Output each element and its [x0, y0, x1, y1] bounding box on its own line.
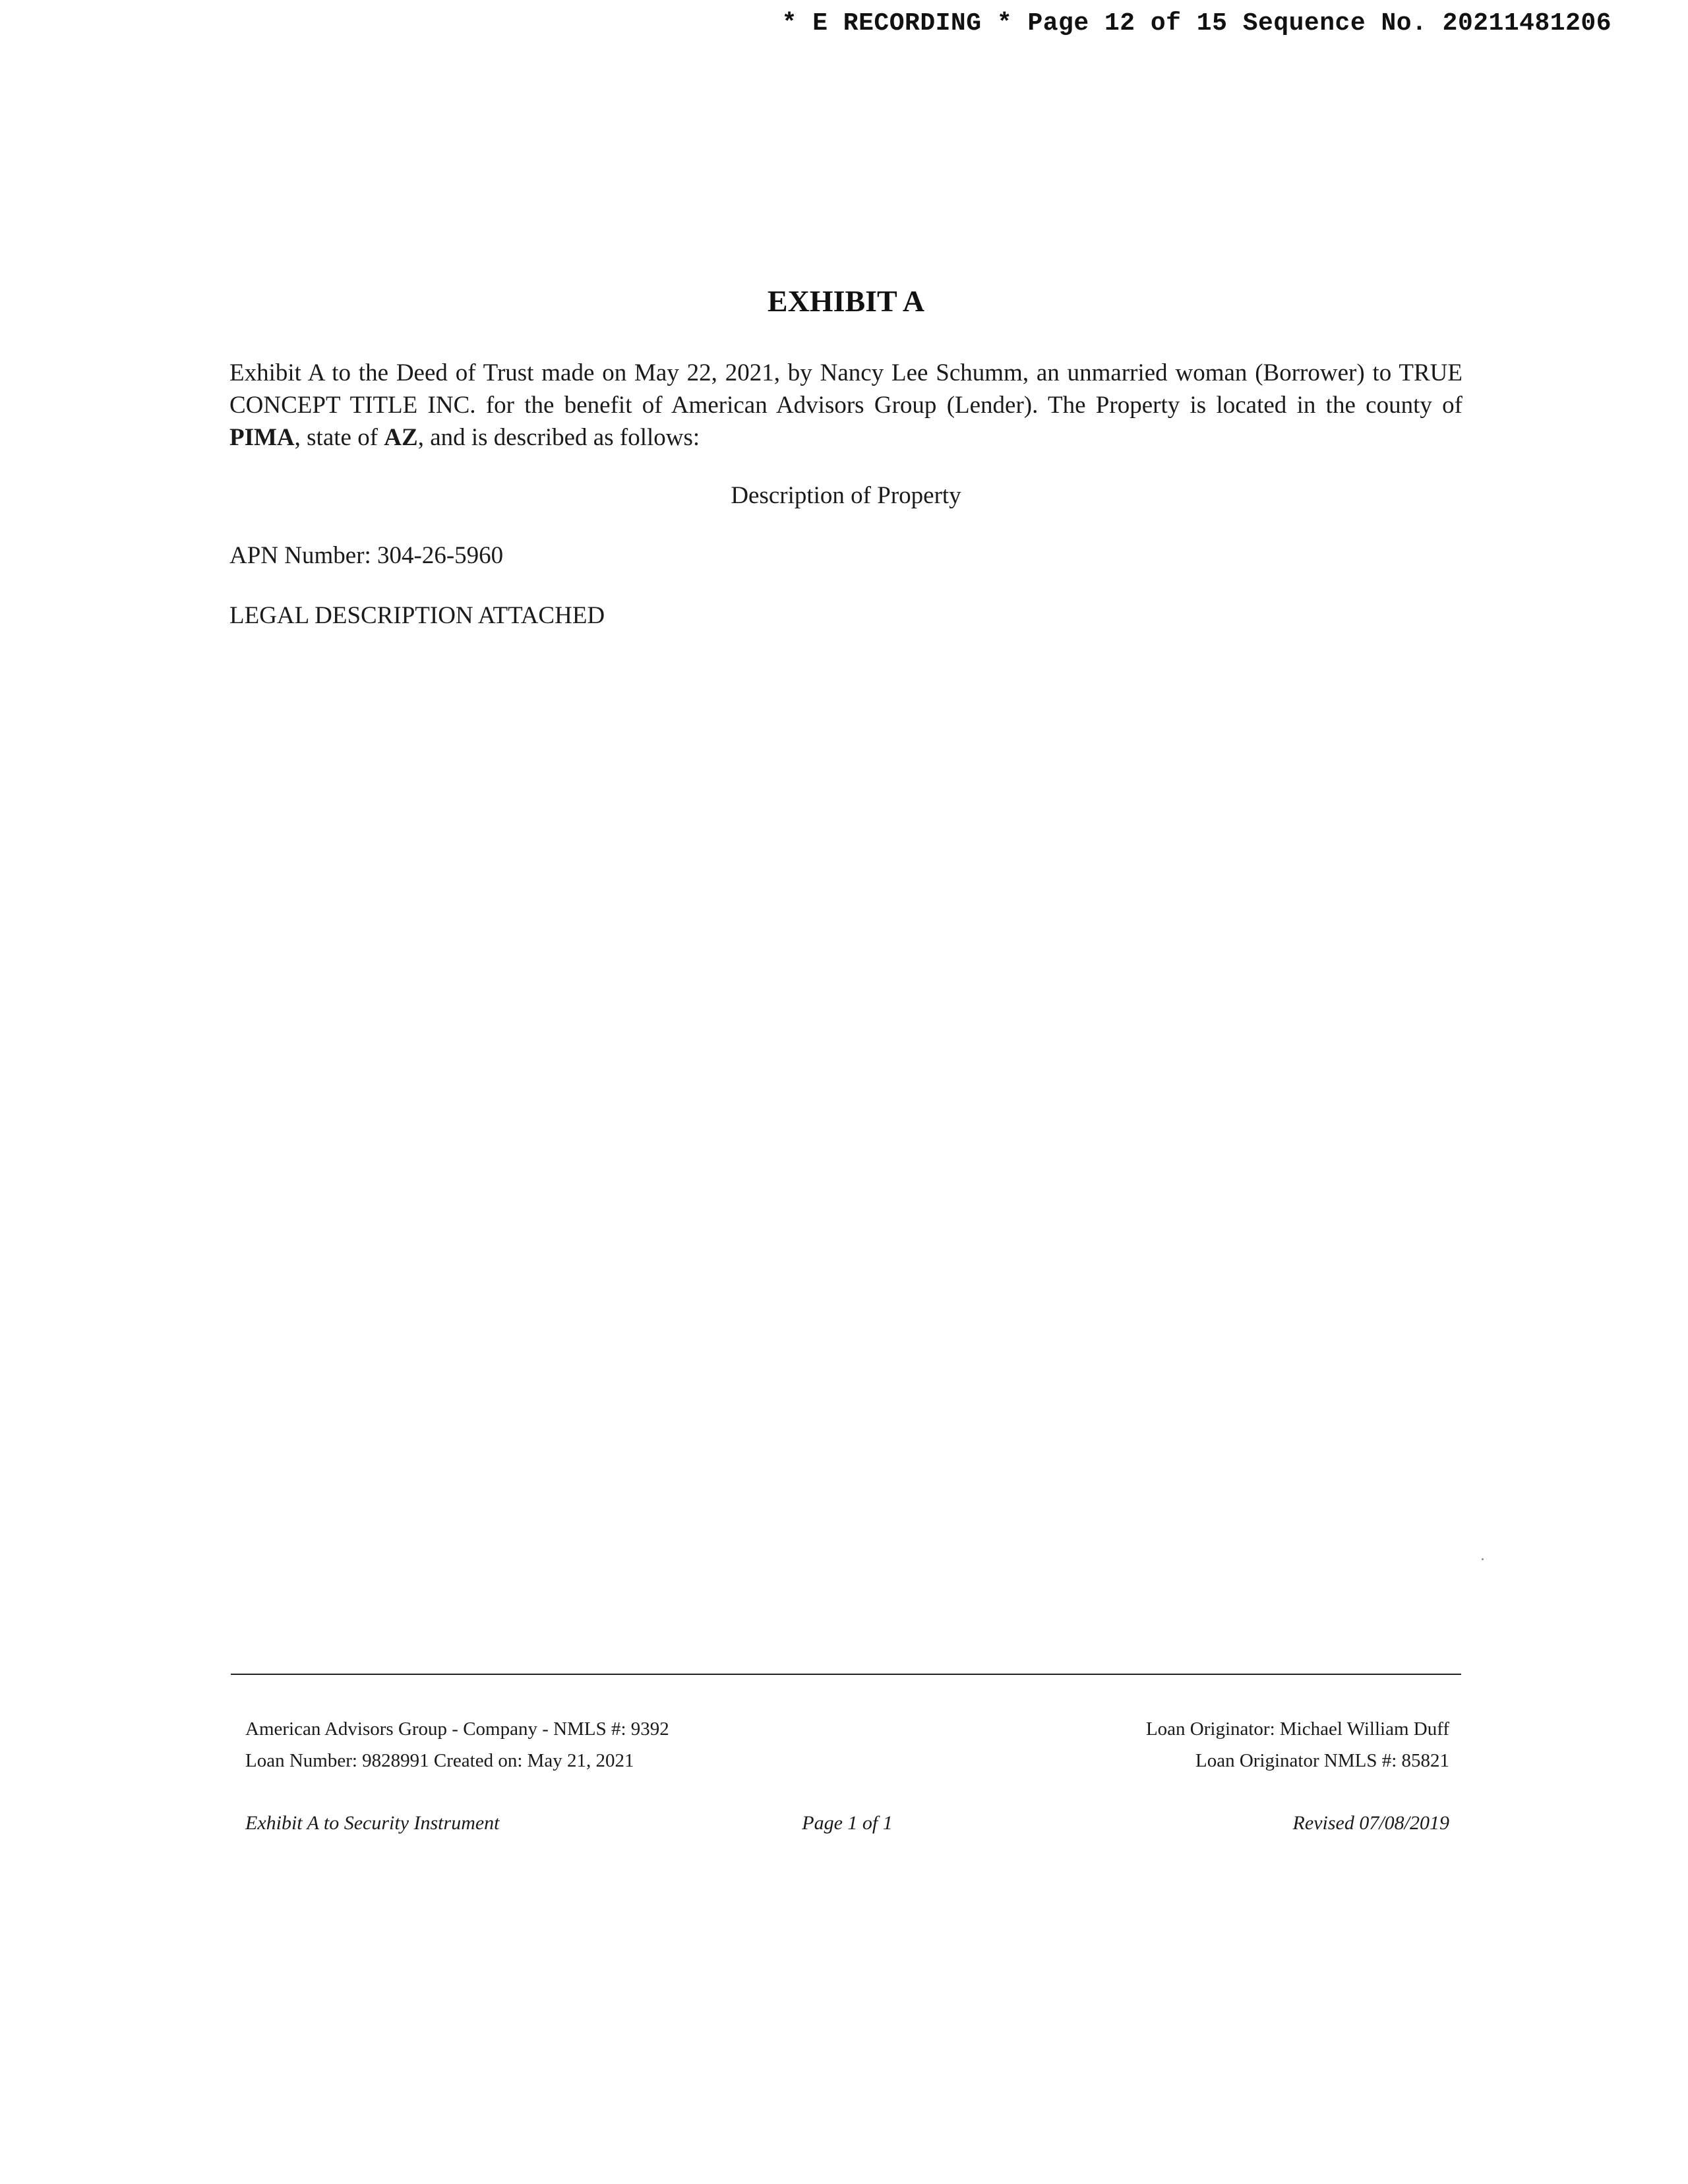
legal-description-note: LEGAL DESCRIPTION ATTACHED	[229, 602, 605, 629]
intro-text-part-2: , state of	[294, 424, 384, 451]
footer-row-1	[245, 1713, 1449, 1745]
footer-info	[245, 1713, 1449, 1776]
county-name: PIMA	[229, 424, 295, 451]
state-name: AZ	[384, 424, 418, 451]
document-body	[229, 284, 1462, 630]
exhibit-title: EXHIBIT A	[767, 284, 925, 318]
originator-nmls: Loan Originator NMLS #: 85821	[1195, 1750, 1449, 1771]
scan-speck	[1482, 1558, 1484, 1560]
revision-date: Revised 07/08/2019	[1292, 1812, 1449, 1834]
description-heading: Description of Property	[731, 482, 961, 509]
footer-divider	[231, 1674, 1461, 1675]
apn-number: APN Number: 304-26-5960	[229, 542, 504, 569]
exhibit-intro-paragraph	[229, 357, 1462, 454]
footer-row-2	[245, 1745, 1449, 1776]
intro-text-part-3: , and is described as follows:	[417, 424, 700, 451]
loan-originator: Loan Originator: Michael William Duff	[1145, 1718, 1449, 1740]
loan-number: Loan Number: 9828991 Created on: May 21, 2021	[245, 1750, 634, 1771]
intro-text-part-1: Exhibit A to the Deed of Trust made on May 22, 2021, by Nancy Lee Schumm, an unmarried woman (Borrower) to TRUE CONCEPT TITLE INC. for the benefit of American Advisors Group (Lender). The Property is located in the county of	[229, 359, 1462, 419]
instrument-label: Exhibit A to Security Instrument	[245, 1812, 500, 1834]
page-number: Page 1 of 1	[802, 1812, 893, 1834]
footer-bottom-line	[245, 1812, 1449, 1835]
company-nmls: American Advisors Group - Company - NMLS #: 9392	[245, 1718, 669, 1740]
recording-stamp: * E RECORDING * Page 12 of 15 Sequence No. 20211481206	[781, 9, 1612, 38]
